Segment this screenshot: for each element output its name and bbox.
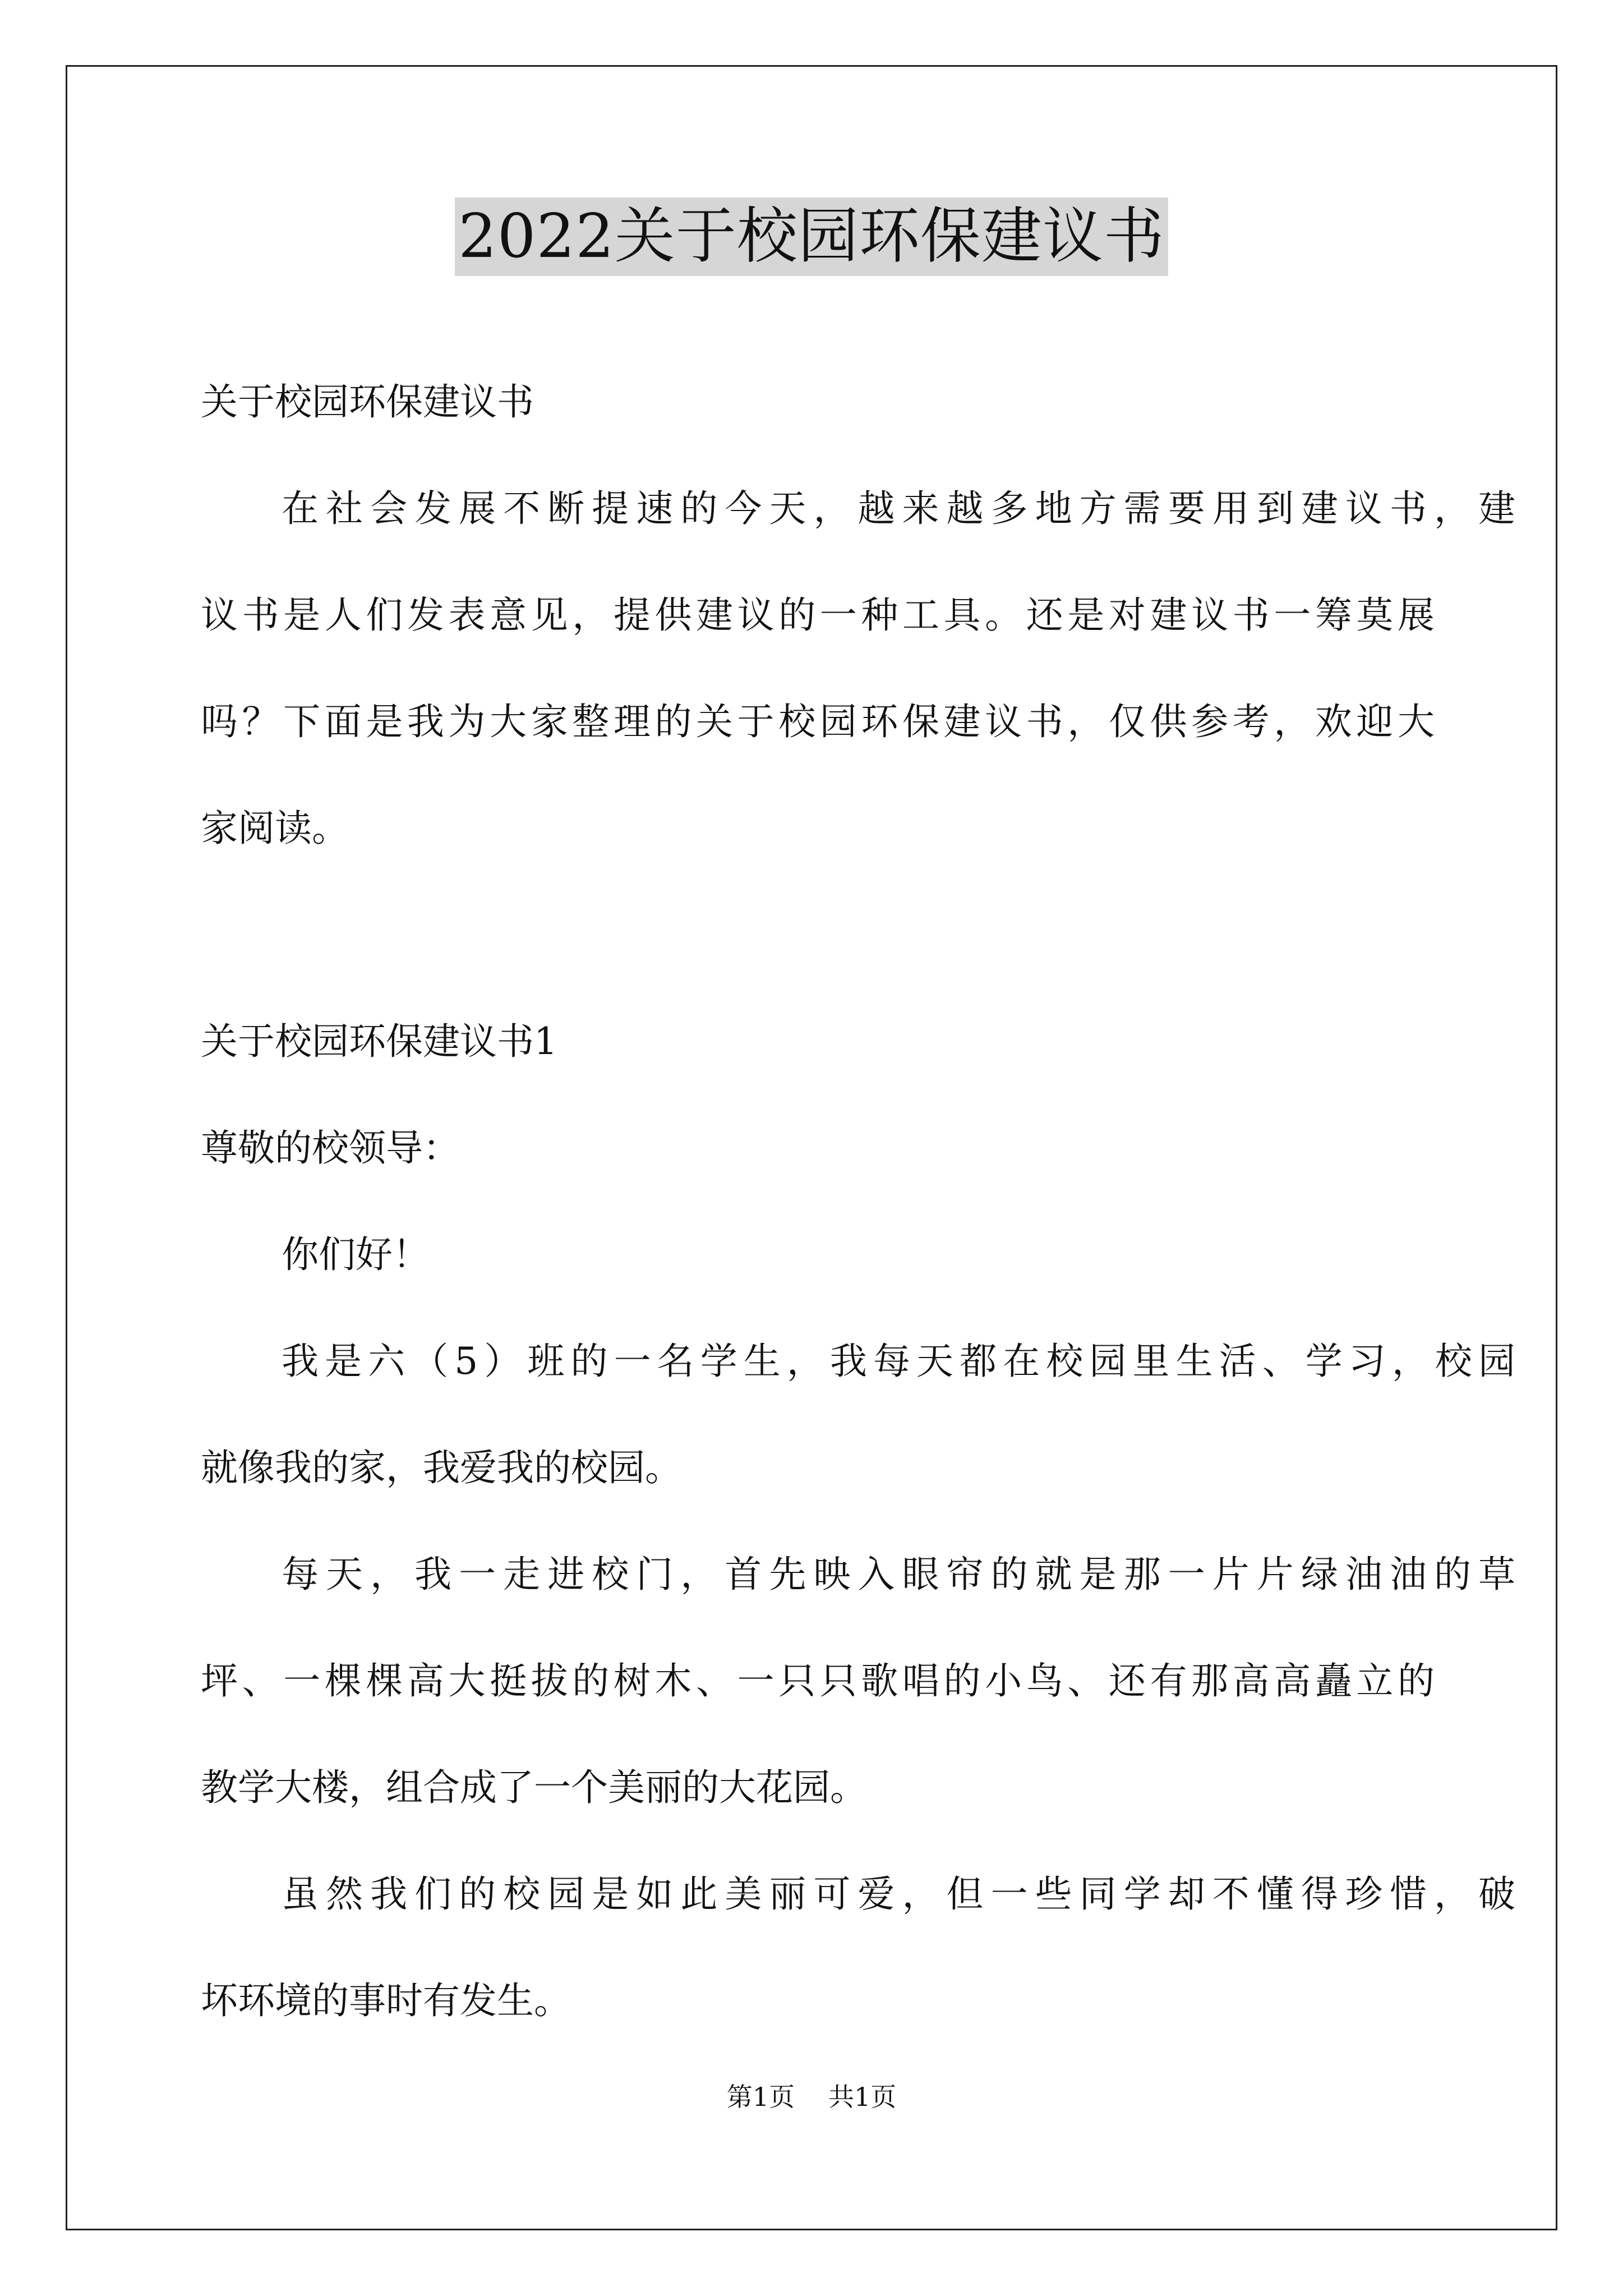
intro-line: 议书是人们发表意见，提供建议的一种工具。还是对建议书一筹莫展	[201, 593, 1435, 637]
greeting: 你们好！	[282, 1233, 430, 1276]
paragraph-line: 每天，我一走进校门，首先映入眼帘的就是那一片片绿油油的草	[282, 1553, 1515, 1596]
intro-line: 在社会发展不断提速的今天，越来越多地方需要用到建议书，建	[282, 487, 1515, 530]
document-body	[201, 349, 1515, 2054]
paragraph-gap	[201, 882, 1435, 988]
intro-line: 吗？下面是我为大家整理的关于校园环保建议书，仅供参考，欢迎大	[201, 700, 1435, 743]
paragraph-line: 教学大楼，组合成了一个美丽的大花园。	[201, 1766, 867, 1809]
paragraph-line: 我是六（5）班的一名学生，我每天都在校园里生活、学习，校园	[282, 1340, 1515, 1383]
page-number-current: 第1页	[726, 2082, 795, 2112]
title-container	[0, 197, 1623, 276]
document-subtitle: 关于校园环保建议书	[201, 380, 534, 424]
paragraph-line: 虽然我们的校园是如此美丽可爱，但一些同学却不懂得珍惜，破	[282, 1872, 1515, 1916]
document-title: 2022关于校园环保建议书	[455, 197, 1168, 276]
paragraph-line: 坏环境的事时有发生。	[201, 1979, 571, 2022]
section-heading: 关于校园环保建议书1	[201, 1020, 557, 1063]
intro-line: 家阅读。	[201, 807, 349, 850]
page-footer	[0, 2080, 1623, 2114]
salutation: 尊敬的校领导：	[201, 1126, 460, 1170]
paragraph-line: 就像我的家，我爱我的校园。	[201, 1446, 682, 1489]
paragraph-line: 坪、一棵棵高大挺拔的树木、一只只歌唱的小鸟、还有那高高矗立的	[201, 1659, 1435, 1703]
page-number-total: 共1页	[828, 2082, 897, 2112]
